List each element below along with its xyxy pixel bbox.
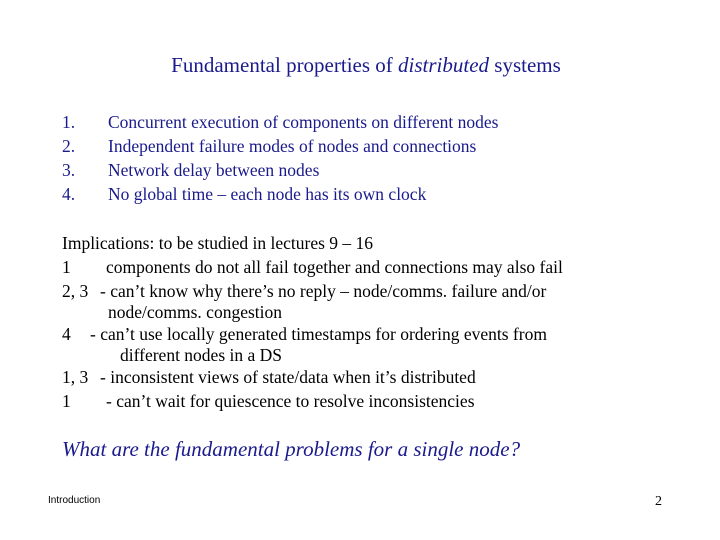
- title-suffix: systems: [489, 53, 561, 77]
- implication-ref: 4: [62, 324, 71, 344]
- implication-continuation: node/comms. congestion: [108, 302, 283, 322]
- implication-text-wrap: [100, 279, 546, 322]
- footer-label: Introduction: [48, 495, 101, 506]
- list-item-text: Independent failure modes of nodes and connections: [108, 136, 477, 156]
- list-item-number: 4.: [62, 184, 76, 204]
- page-number: 2: [655, 494, 662, 509]
- list-item-number: 3.: [62, 160, 76, 180]
- implication-text: - can’t wait for quiescence to resolve inconsistencies: [106, 391, 475, 411]
- list-item-number: 2.: [62, 136, 76, 156]
- list-item-number: 1.: [62, 112, 76, 132]
- list-item-text: No global time – each node has its own clock: [108, 184, 427, 204]
- implications-heading-text: Implications: to be studied in lectures 9 – 16: [62, 233, 374, 253]
- implication-text-wrap: [90, 322, 547, 365]
- implication-text: - can’t know why there’s no reply – node/comms. failure and/or: [100, 281, 547, 301]
- implication-ref: 1, 3: [62, 367, 89, 387]
- implication-text: - can’t use locally generated timestamps for ordering events from: [90, 324, 547, 344]
- question-text: What are the fundamental problems for a single node?: [62, 437, 521, 461]
- implication-ref: 1: [62, 391, 71, 411]
- title-emphasis: distributed: [398, 53, 490, 77]
- implication-text: components do not all fail together and connections may also fail: [106, 257, 563, 277]
- implication-text: - inconsistent views of state/data when it’s distributed: [100, 367, 476, 387]
- list-item-text: Network delay between nodes: [108, 160, 320, 180]
- title-prefix: Fundamental properties of: [171, 53, 399, 77]
- implication-continuation: different nodes in a DS: [120, 345, 283, 365]
- implication-ref: 2, 3: [62, 281, 89, 301]
- implication-ref: 1: [62, 257, 71, 277]
- list-item-text: Concurrent execution of components on different nodes: [108, 112, 499, 132]
- slide-title: [0, 52, 720, 78]
